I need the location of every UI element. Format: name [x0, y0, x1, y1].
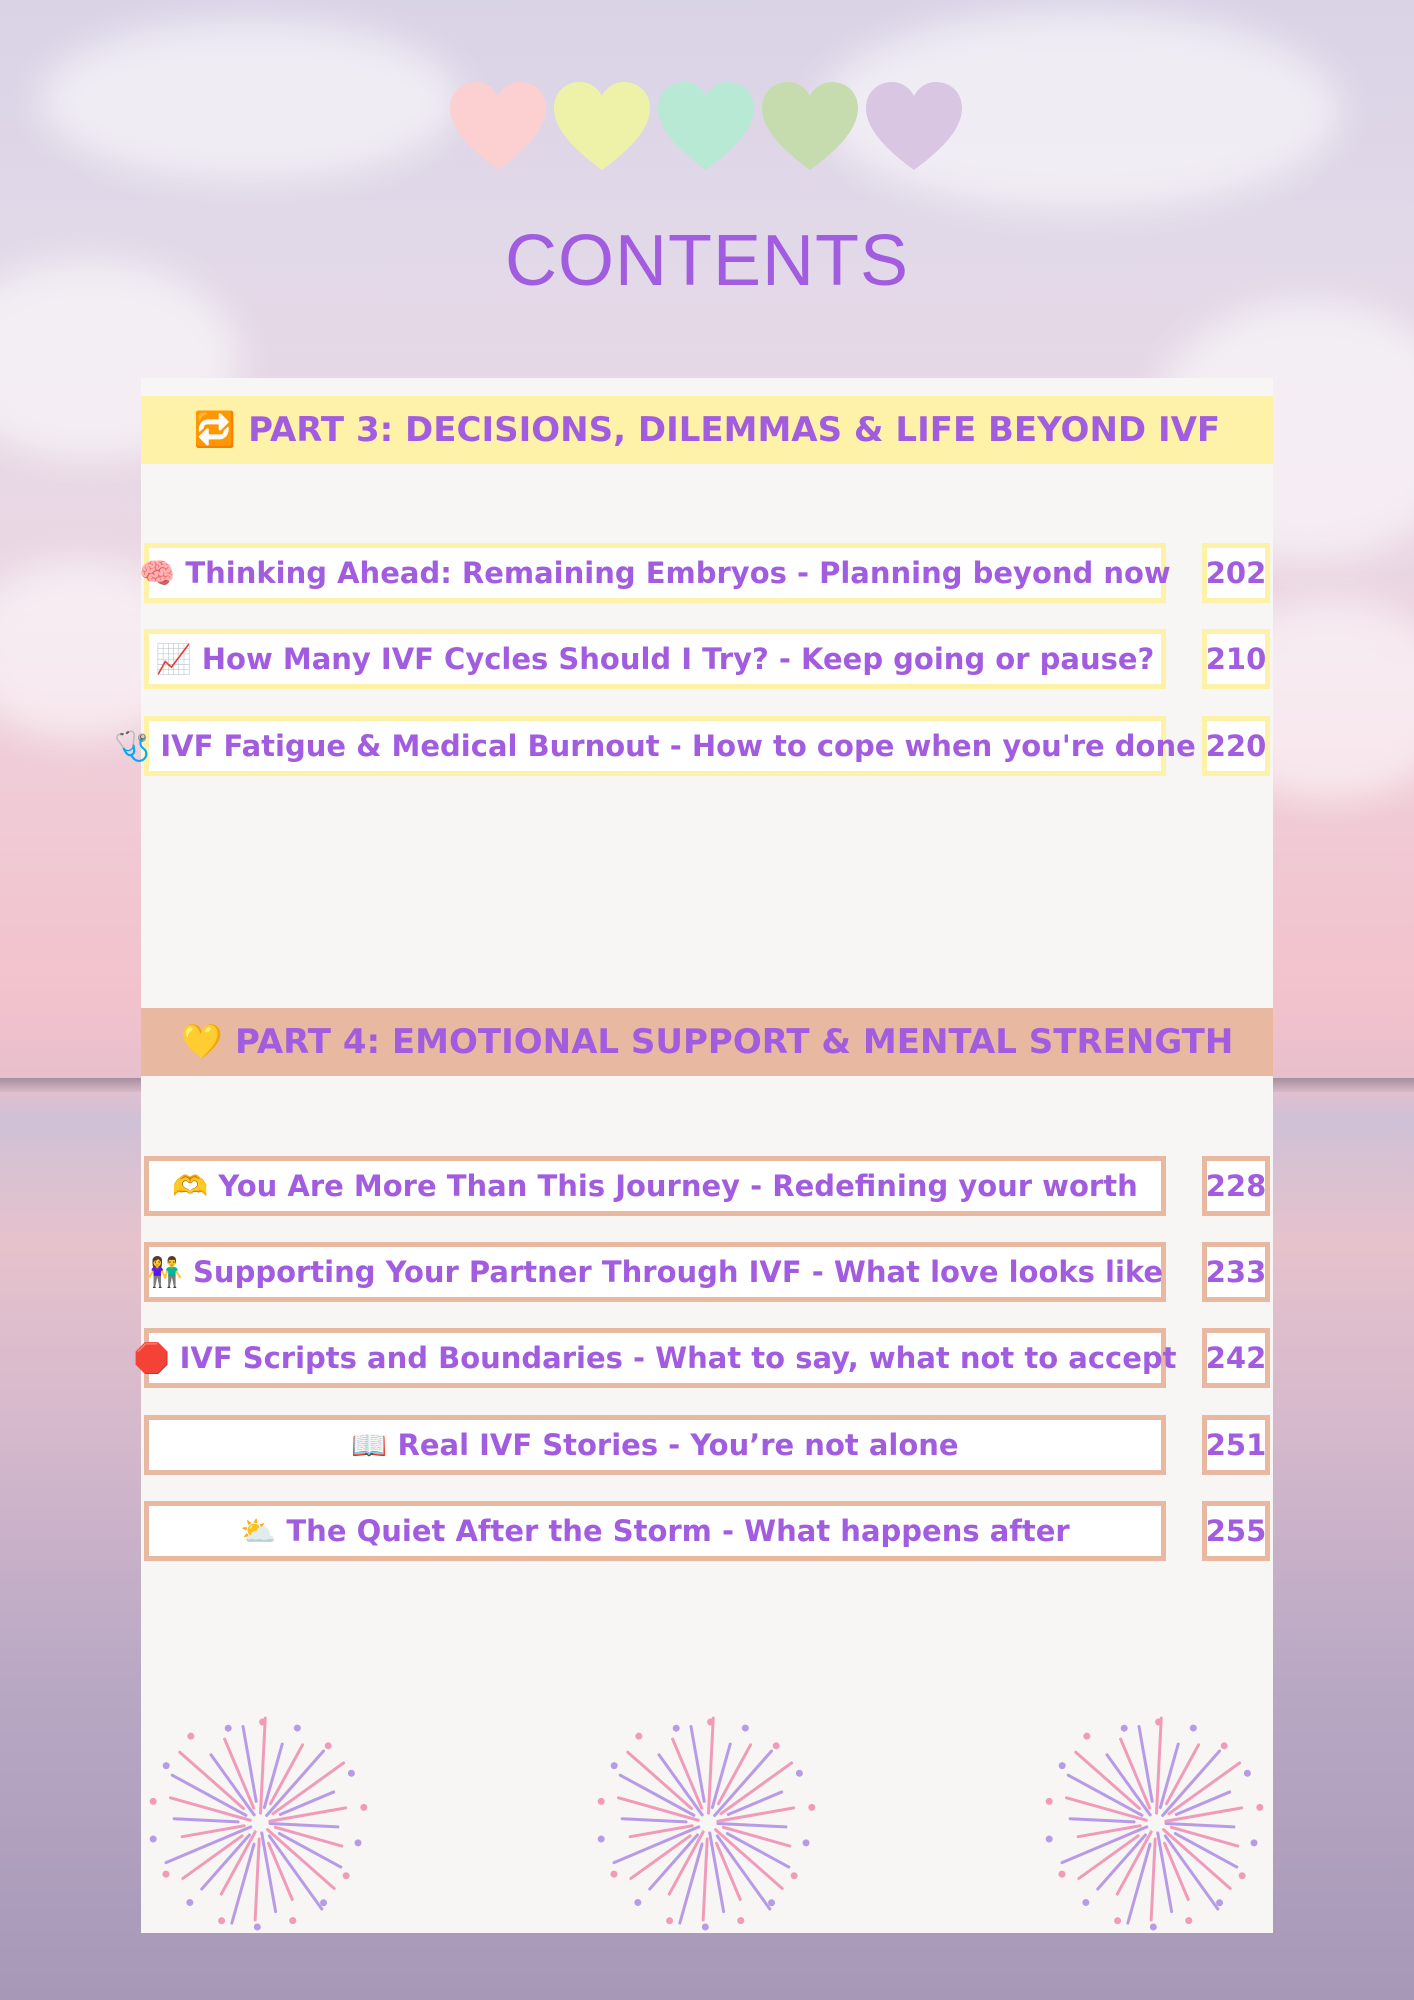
firework-ray: [1151, 1839, 1155, 1920]
firework-dot: [360, 1804, 367, 1811]
firework-dot: [325, 1742, 332, 1749]
toc-page-number[interactable]: 233: [1202, 1242, 1270, 1302]
toc-entry[interactable]: [139, 543, 1171, 603]
toc-page-number[interactable]: 255: [1202, 1501, 1270, 1561]
firework-dot: [611, 1871, 618, 1878]
part-heading: PART 3: DECISIONS, DILEMMAS & LIFE BEYOND IVF: [248, 410, 1221, 450]
firework-dot: [150, 1836, 157, 1843]
firework-dot: [1150, 1923, 1157, 1930]
heart-icon: [656, 78, 756, 178]
firework-dot: [666, 1917, 673, 1924]
firework-dot: [1121, 1725, 1128, 1732]
firework-dot: [1082, 1899, 1089, 1906]
firework-dot: [1185, 1917, 1192, 1924]
firework-dot: [163, 1871, 170, 1878]
firework-dot: [1256, 1804, 1263, 1811]
firework-dot: [1114, 1917, 1121, 1924]
heart-icon: [448, 78, 548, 178]
firework-dot: [611, 1762, 618, 1769]
toc-entry[interactable]: [144, 1415, 1166, 1475]
firework-dot: [1155, 1719, 1162, 1726]
toc-entry-text: How Many IVF Cycles Should I Try? - Keep going or pause?: [201, 642, 1155, 676]
brain-icon: 🧠: [139, 555, 176, 590]
firework-dot: [673, 1725, 680, 1732]
firework-dot: [1216, 1899, 1223, 1906]
firework-dot: [1046, 1836, 1053, 1843]
toc-entry[interactable]: [144, 1242, 1166, 1302]
toc-entry-text: IVF Fatigue & Medical Burnout - How to cope when you're done: [160, 729, 1196, 763]
firework-dot: [796, 1770, 803, 1777]
firework-dot: [186, 1899, 193, 1906]
heart-icon: [760, 78, 860, 178]
firework-dot: [773, 1742, 780, 1749]
firework-dot: [1059, 1871, 1066, 1878]
firework-dot: [1046, 1798, 1053, 1805]
firework-ray: [703, 1839, 707, 1920]
toc-page-number[interactable]: 220: [1202, 716, 1270, 776]
toc-page-number[interactable]: 251: [1202, 1415, 1270, 1475]
firework-dot: [1239, 1872, 1246, 1879]
toc-page-number[interactable]: 242: [1202, 1328, 1270, 1388]
toc-page-number[interactable]: 202: [1202, 543, 1270, 603]
firework-dot: [150, 1798, 157, 1805]
toc-entry-text: The Quiet After the Storm - What happens after: [286, 1514, 1070, 1548]
firework-ray: [174, 1819, 238, 1822]
heart-icon: [864, 78, 964, 178]
firework-dot: [791, 1872, 798, 1879]
firework-dot: [768, 1899, 775, 1906]
stethoscope-icon: 🩺: [114, 728, 151, 763]
firework-dot: [187, 1733, 194, 1740]
fireworks-decoration: [588, 1705, 828, 1935]
firework-dot: [1083, 1733, 1090, 1740]
firework-ray: [1070, 1819, 1134, 1822]
firework-dot: [598, 1836, 605, 1843]
part-4-banner: [141, 1008, 1273, 1076]
firework-dot: [163, 1762, 170, 1769]
firework-ray: [673, 1739, 702, 1808]
hearts-decoration: [448, 78, 966, 178]
firework-ray: [622, 1819, 686, 1822]
toc-page-number[interactable]: 228: [1202, 1156, 1270, 1216]
firework-ray: [270, 1823, 338, 1826]
toc-entry[interactable]: [144, 1501, 1166, 1561]
yellow-heart-icon: 💛: [180, 1022, 224, 1062]
firework-ray: [1166, 1823, 1234, 1826]
firework-ray: [225, 1739, 254, 1808]
firework-dot: [343, 1872, 350, 1879]
firework-ray: [1066, 1798, 1146, 1820]
toc-entry-text: Supporting Your Partner Through IVF - What love looks like: [193, 1255, 1164, 1289]
firework-dot: [1221, 1742, 1228, 1749]
part-heading: PART 4: EMOTIONAL SUPPORT & MENTAL STRENGTH: [235, 1022, 1234, 1062]
firework-dot: [254, 1923, 261, 1930]
firework-ray: [1156, 1718, 1161, 1813]
firework-ray: [708, 1718, 713, 1813]
firework-dot: [1190, 1725, 1197, 1732]
firework-dot: [218, 1917, 225, 1924]
firework-dot: [803, 1839, 810, 1846]
stop-sign-icon: 🛑: [133, 1340, 170, 1375]
firework-dot: [1251, 1839, 1258, 1846]
toc-entry[interactable]: [144, 1156, 1166, 1216]
fireworks-decoration: [1036, 1705, 1276, 1935]
fireworks-decoration: [140, 1705, 380, 1935]
firework-dot: [294, 1725, 301, 1732]
toc-page-number[interactable]: 210: [1202, 629, 1270, 689]
firework-ray: [718, 1823, 786, 1826]
firework-dot: [259, 1719, 266, 1726]
toc-entry[interactable]: [133, 1328, 1177, 1388]
toc-entry-text: IVF Scripts and Boundaries - What to say, what not to accept: [179, 1341, 1177, 1375]
firework-dot: [1244, 1770, 1251, 1777]
firework-dot: [225, 1725, 232, 1732]
open-book-icon: 📖: [351, 1427, 388, 1462]
toc-entry[interactable]: [114, 716, 1196, 776]
chart-increasing-icon: 📈: [155, 641, 192, 676]
couple-icon: 👫: [146, 1254, 184, 1289]
firework-dot: [702, 1923, 709, 1930]
sun-behind-cloud-icon: ⛅: [240, 1513, 277, 1548]
firework-dot: [289, 1917, 296, 1924]
firework-dot: [598, 1798, 605, 1805]
firework-dot: [348, 1770, 355, 1777]
page-title: CONTENTS: [505, 221, 909, 301]
part-3-banner: [141, 396, 1273, 464]
firework-ray: [255, 1839, 259, 1920]
toc-entry-text: Thinking Ahead: Remaining Embryos - Planning beyond now: [185, 556, 1171, 590]
heart-icon: [552, 78, 652, 178]
firework-dot: [320, 1899, 327, 1906]
firework-ray: [1121, 1739, 1150, 1808]
firework-dot: [1059, 1762, 1066, 1769]
firework-dot: [707, 1719, 714, 1726]
firework-ray: [260, 1718, 265, 1813]
firework-dot: [634, 1899, 641, 1906]
toc-entry-text: Real IVF Stories - You’re not alone: [397, 1428, 959, 1462]
firework-dot: [808, 1804, 815, 1811]
firework-ray: [170, 1798, 250, 1820]
firework-dot: [355, 1839, 362, 1846]
firework-ray: [618, 1798, 698, 1820]
heart-hands-icon: 🫶: [172, 1168, 209, 1203]
repeat-icon: 🔁: [193, 410, 237, 450]
firework-dot: [742, 1725, 749, 1732]
firework-dot: [635, 1733, 642, 1740]
toc-entry[interactable]: [144, 629, 1166, 689]
toc-entry-text: You Are More Than This Journey - Redefining your worth: [218, 1169, 1138, 1203]
firework-dot: [737, 1917, 744, 1924]
